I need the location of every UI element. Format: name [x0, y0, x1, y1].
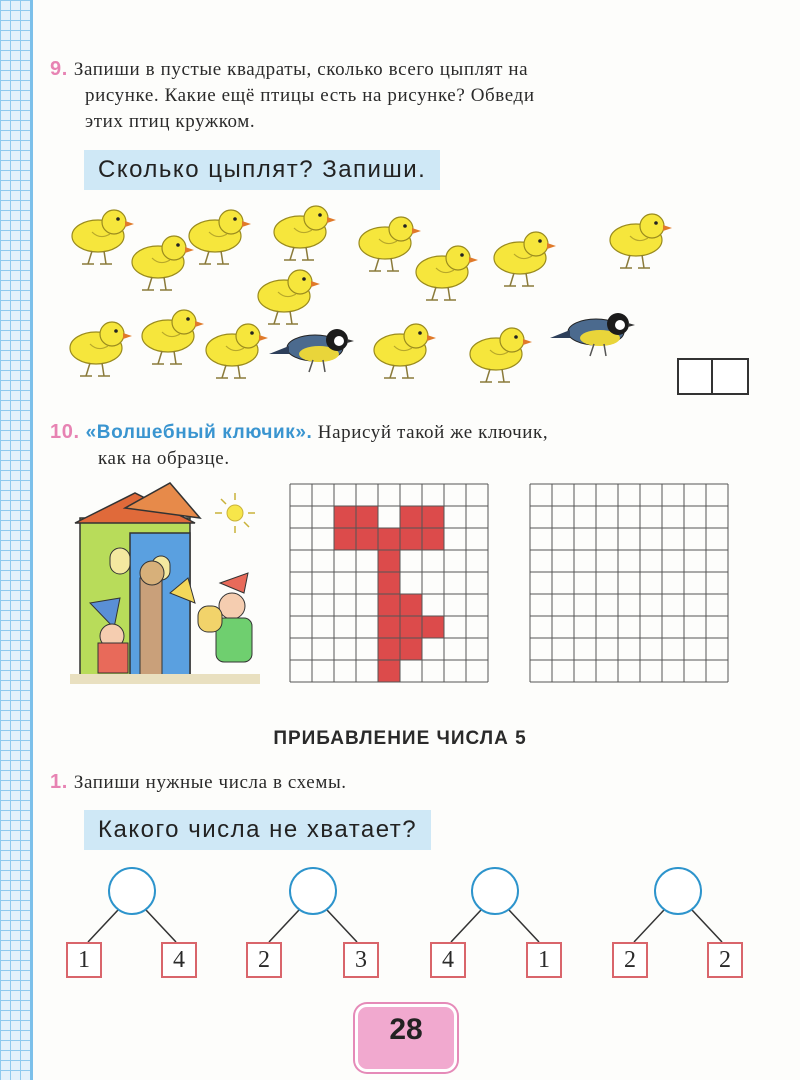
task-10-title: «Волшебный ключик». [85, 422, 313, 443]
scheme-3-sum-circle[interactable] [471, 867, 519, 915]
scheme-2-sum-circle[interactable] [289, 867, 337, 915]
task-10-line-2: как на образце. [98, 448, 230, 469]
scheme-1-left-box: 1 [66, 942, 102, 978]
task-9-number: 9. [50, 58, 68, 80]
chick-12 [206, 324, 268, 378]
chick-4 [274, 206, 336, 260]
scheme-3-left-box: 4 [430, 942, 466, 978]
answer-box-tens[interactable] [677, 358, 715, 395]
chick-11 [142, 310, 204, 364]
chick-6 [416, 246, 478, 300]
tit-bird-2 [550, 313, 635, 356]
task-10-text [50, 419, 790, 472]
scheme-3-right-box: 1 [526, 942, 562, 978]
gnome-house-illustration [70, 478, 270, 693]
chick-13 [374, 324, 436, 378]
scheme-4-sum-circle[interactable] [654, 867, 702, 915]
scheme-4-right-box: 2 [707, 942, 743, 978]
task-1-text: 1. Запиши нужные числа в схемы. [50, 771, 347, 793]
margin-grid-strip [0, 0, 30, 1080]
chick-5 [359, 217, 421, 271]
task-9-banner: Сколько цыплят? Запиши. [84, 150, 440, 190]
chick-3 [189, 210, 251, 264]
chick-9 [258, 270, 320, 324]
scheme-1-sum-circle[interactable] [108, 867, 156, 915]
chick-14 [470, 328, 532, 382]
chick-10 [70, 322, 132, 376]
chick-1 [72, 210, 134, 264]
page-number-badge [355, 1004, 457, 1072]
chick-8 [610, 214, 672, 268]
task-1-banner: Какого числа не хватает? [84, 810, 431, 850]
task-9-line-1: 9. Запиши в пустые квадраты, сколько всего цыплят на [50, 58, 529, 80]
task-1-number: 1. [50, 771, 68, 793]
tit-bird-1 [269, 329, 354, 372]
margin-line [30, 0, 33, 1080]
task-10-number: 10. [50, 421, 80, 443]
chick-7 [494, 232, 556, 286]
chick-2 [132, 236, 194, 290]
key-drawing-grid[interactable] [530, 484, 730, 696]
task-9-line-3: этих птиц кружком. [85, 111, 256, 132]
answer-box-units[interactable] [711, 358, 749, 395]
scheme-4-left-box: 2 [612, 942, 648, 978]
key-sample-grid [290, 484, 490, 696]
scheme-2-right-box: 3 [343, 942, 379, 978]
task-9-text [50, 56, 770, 135]
task-10-line-1: 10. «Волшебный ключик». Нарисуй такой же ключик, [50, 421, 549, 443]
page-number: 28 [389, 1013, 423, 1046]
scheme-2-left-box: 2 [246, 942, 282, 978]
section-heading: ПРИБАВЛЕНИЕ ЧИСЛА 5 [273, 728, 527, 749]
scheme-1-right-box: 4 [161, 942, 197, 978]
task-9-line-2: рисунке. Какие ещё птицы есть на рисунке? Обведи [85, 85, 535, 106]
